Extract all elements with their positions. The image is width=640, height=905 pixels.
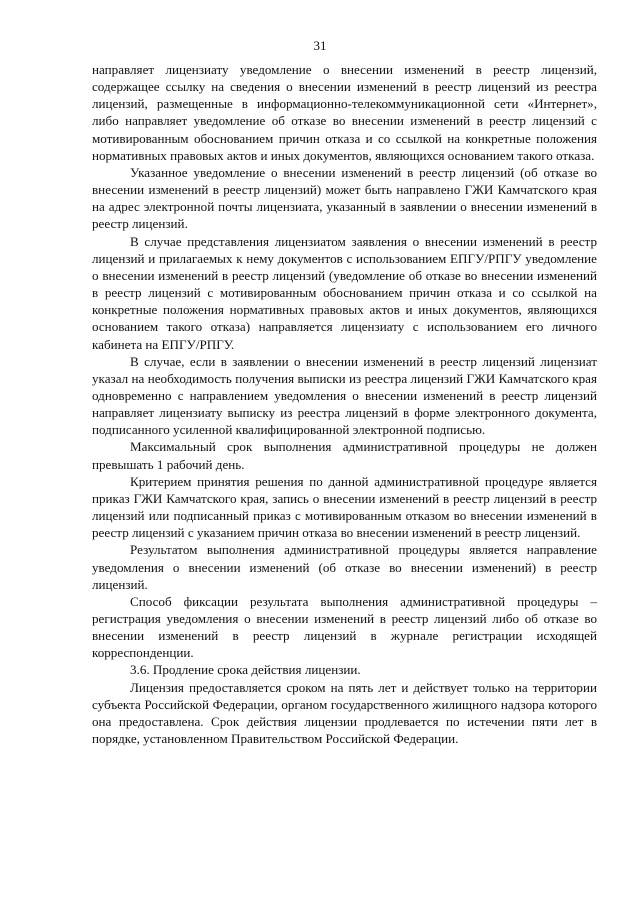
paragraph-result-recording: Способ фиксации результата выполнения административной процедуры – регистрация уведомления о внесении изменений в реестр лицензий либо об отказе во внесении изменений в реестр лицензий в журнале регистрации исходящей корреспонденции. [92,593,597,661]
paragraph-decision-criterion: Критерием принятия решения по данной административной процедуре является приказ ГЖИ Камчатского края, запись о внесении изменений в реестр лицензий в реестр лицензий или подписанный приказ с мотивированным отказом во внесении изменений в реестр лицензий с указанием причин отказа во внесении изменений в реестр лицензий. [92,473,597,541]
paragraph-license-term: Лицензия предоставляется сроком на пять лет и действует только на территории субъекта Российской Федерации, органом государственного жилищного надзора которого она предоставлена. Срок действия лицензии продлевается по истечении пяти лет в порядке, установленном Правительством Российской Федерации. [92,679,597,747]
paragraph-registry-extract: В случае, если в заявлении о внесении изменений в реестр лицензий лицензиат указал на необходимость получения выписки из реестра лицензий ГЖИ Камчатского края одновременно с направлением уведомления о внесении изменений в реестр лицензий направляет лицензиату выписку из реестра лицензий в форме электронного документа, подписанного усиленной квалифицированной электронной подписью. [92,353,597,438]
paragraph-max-duration: Максимальный срок выполнения административной процедуры не должен превышать 1 рабочий день. [92,439,597,472]
paragraph-epgu-notification: В случае представления лицензиатом заявления о внесении изменений в реестр лицензий и прилагаемых к нему документов с использованием ЕПГУ/РПГУ уведомление о внесении изменений в реестр лицензий (уведомление об отказе во внесении изменений в реестр лицензий с мотивированным обоснованием причин отказа и со ссылкой на конкретные положения нормативных правовых актов и иных документов, являющихся основанием такого отказа) направляется лицензиату с использованием его личного кабинета на ЕПГУ/РПГУ. [92,233,597,352]
document-body [92,61,597,747]
page-number: 31 [313,38,327,53]
paragraph-notification-email: Указанное уведомление о внесении изменений в реестр лицензий (об отказе во внесении изменений в реестр лицензий) может быть направлено ГЖИ Камчатского края на адрес электронной почты лицензиата, указанный в заявлении о внесении изменений в реестр лицензий. [92,164,597,232]
paragraph-procedure-result: Результатом выполнения административной процедуры является направление уведомления о внесении изменений (об отказе во внесении изменений) в реестр лицензий. [92,542,597,592]
section-heading-3-6: 3.6. Продление срока действия лицензии. [130,662,361,678]
paragraph-continuation: направляет лицензиату уведомление о внесении изменений в реестр лицензий, содержащее ссылку на сведения о внесении изменений в реестр лицензий из реестра лицензий, размещенные в информационно-телекоммуникационной сети «Интернет», либо направляет уведомление об отказе во внесении изменений в реестр лицензий с мотивированным обоснованием причин отказа и со ссылкой на конкретные положения нормативных правовых актов и иных документов, являющихся основанием такого отказа. [92,62,597,163]
